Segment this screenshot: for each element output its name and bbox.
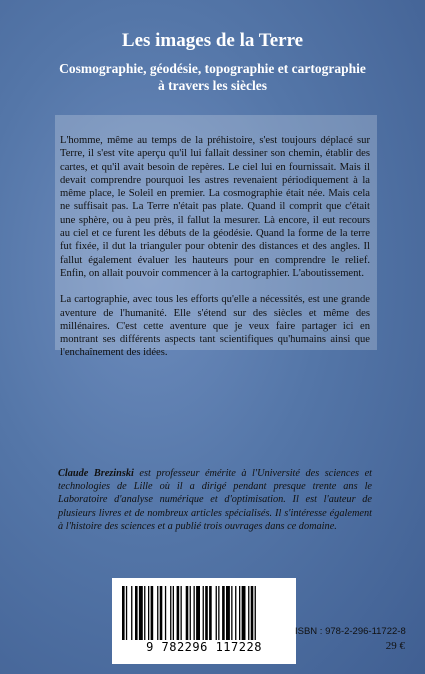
barcode-bar <box>209 586 212 640</box>
barcode-bar <box>135 586 138 640</box>
barcode-bar <box>196 586 200 640</box>
barcode-bar <box>251 586 254 640</box>
barcode-bar <box>242 586 246 640</box>
barcode-bar <box>239 586 240 640</box>
barcode-bar <box>165 586 166 640</box>
barcode-bar <box>190 586 191 640</box>
barcode-bar <box>186 586 189 640</box>
barcode-bar <box>235 586 236 640</box>
barcode-bar <box>131 586 132 640</box>
barcode-bar <box>248 586 249 640</box>
barcode-digits: 9 782296 117228 <box>146 640 262 654</box>
barcode-bar <box>218 586 219 640</box>
barcode-bar <box>139 586 143 640</box>
barcode-bar <box>173 586 174 640</box>
barcode-bar <box>255 586 256 640</box>
barcode-bar <box>144 586 145 640</box>
barcode-bar <box>205 586 208 640</box>
barcode-bar <box>151 586 154 640</box>
barcode-bar <box>157 586 158 640</box>
barcode-bar <box>222 586 225 640</box>
barcode <box>112 578 296 664</box>
barcode-bar <box>231 586 232 640</box>
barcode-bar <box>160 586 163 640</box>
barcode-bar <box>170 586 171 640</box>
barcode-bar <box>226 586 230 640</box>
book-title: Les images de la Terre <box>121 30 304 51</box>
barcode-bars <box>122 586 286 640</box>
barcode-bar <box>122 586 125 640</box>
subtitle-line-1: Cosmographie, géodésie, topographie et cartographie <box>59 61 366 76</box>
barcode-bar <box>203 586 204 640</box>
barcode-bar <box>148 586 149 640</box>
author-bio <box>58 467 372 533</box>
book-subtitle <box>0 60 425 94</box>
barcode-bar <box>126 586 127 640</box>
barcode-bar <box>194 586 195 640</box>
author-bio-text: est professeur émérite à l'Université des sciences et technologies de Lille où il a dirigé pendant presque trente ans le Laboratoire d'analyse numérique et d'optimisation. Il est l'auteur de plusieurs livres et de nombreux articles spécialisés. Il s'intéresse également à l'histoire des sciences et a publié trois ouvrages dans ce domaine. <box>58 468 372 532</box>
summary-paragraph-1: L'homme, même au temps de la préhistoire, s'est toujours déplacé sur Terre, il s'est vite aperçu qu'il lui fallait dessiner son chemin, établir des cartes, et qu'il avait besoin de repères. Le ciel lui en fournissait. Mais il devait comprendre pourquoi les astres revenaient périodiquement à la même place, le Soleil en premier. La cosmographie était née. Mais cela ne suffisait pas. La Terre n'était pas plate. Quand il comprit que c'était une sphère, ou à peu près, il fallut la mesurer. Là encore, il eut recours au ciel et ce furent les débuts de la géodésie. Quand la forme de la terre fut fixée, il dut la trianguler pour obtenir des distances et des angles. Il fallut également évaluer les hauteurs pour en comprendre le relief. Enfin, on allait pouvoir commencer à la cartographier. L'aboutissement. <box>60 135 370 279</box>
summary-text <box>60 134 370 360</box>
barcode-bar <box>181 586 182 640</box>
author-name: Claude Brezinski <box>58 468 134 479</box>
price: 29 € <box>385 640 405 652</box>
subtitle-line-2: à travers les siècles <box>157 78 268 93</box>
summary-paragraph-2: La cartographie, avec tous les efforts qu'elle a nécessités, est une grande aventure de l'humanité. Elle s'étend sur des siècles et même des millénaires. C'est cette aventure que je veux faire partager ici en montrant ses différents aspects tant scientifiques qu'humains ainsi que l'enchaînement des idées. <box>60 294 370 359</box>
isbn: ISBN : 978-2-296-11722-8 <box>295 626 406 637</box>
barcode-bar <box>177 586 180 640</box>
barcode-bar <box>216 586 217 640</box>
